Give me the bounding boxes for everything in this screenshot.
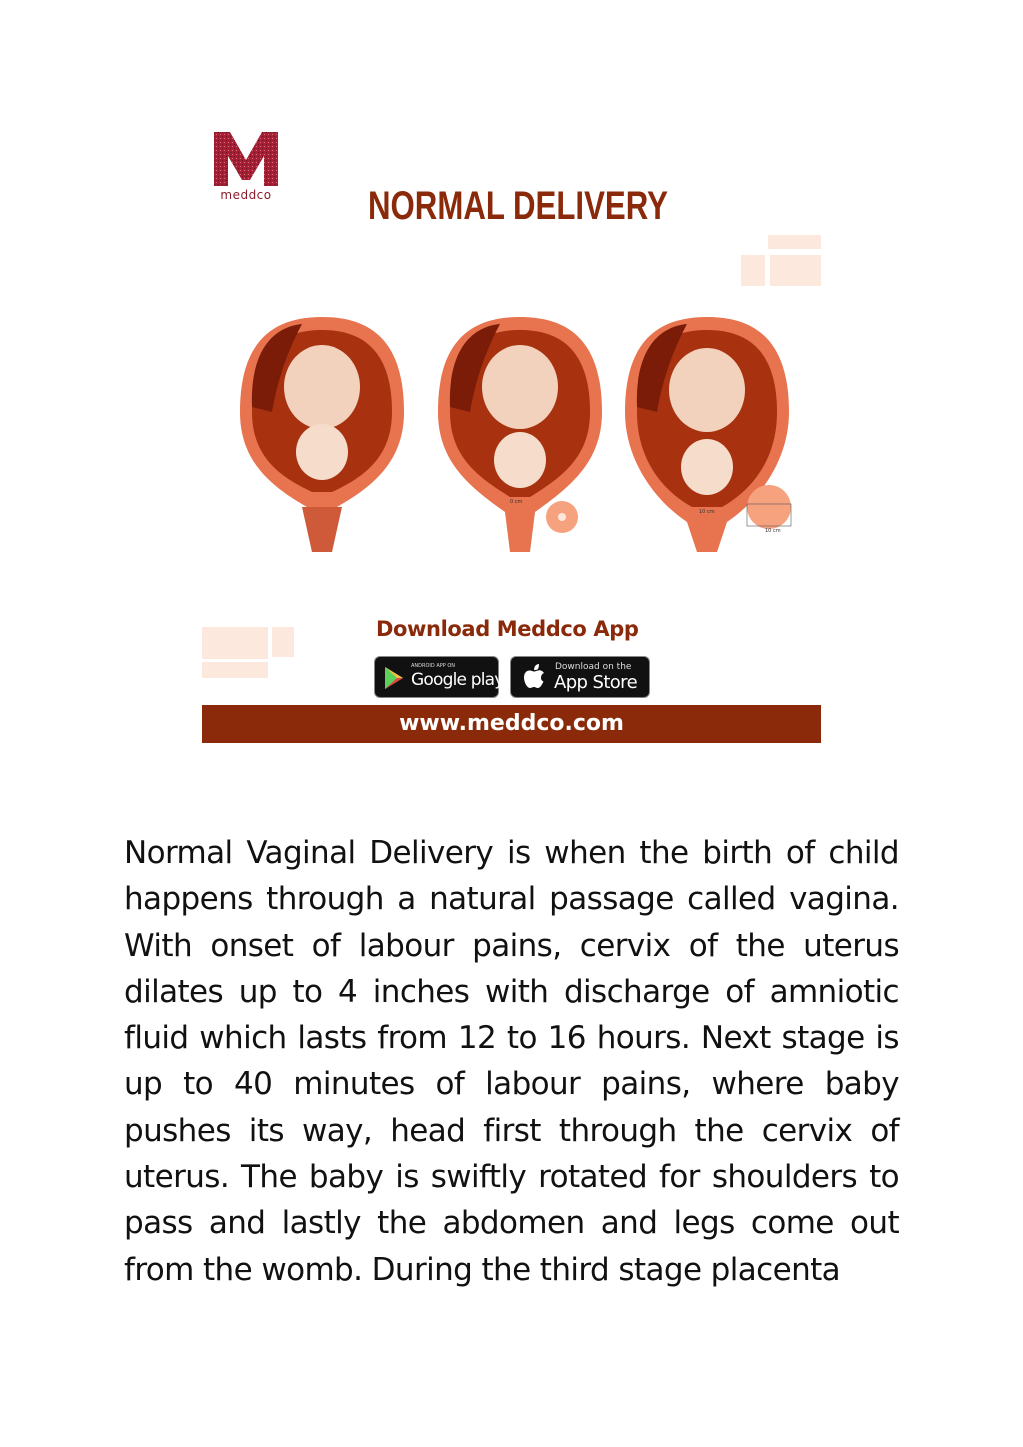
- decorative-block: [741, 255, 765, 286]
- decorative-block: [768, 235, 821, 249]
- stage-3-uterus: [625, 317, 791, 552]
- website-url-banner[interactable]: www.meddco.com: [202, 705, 821, 743]
- stage-1-uterus: [240, 317, 404, 552]
- google-play-big-text: Google play: [411, 670, 504, 690]
- download-app-title: Download Meddco App: [376, 617, 639, 641]
- app-store-small-text: Download on the: [555, 662, 632, 672]
- poster-title: NORMAL DELIVERY: [368, 184, 668, 228]
- logo-name: meddco: [220, 188, 272, 202]
- decorative-block: [272, 627, 294, 657]
- meddco-logo: [212, 130, 280, 202]
- google-play-small-text: ANDROID APP ON: [411, 663, 456, 669]
- article-paragraph: Normal Vaginal Delivery is when the birth of child happens through a natural passage called vagina. With onset of labour pains, cervix of the uterus dilates up to 4 inches with discharge of amniotic fluid which lasts from 12 to 16 hours. Next stage is up to 40 minutes of labour pains, where baby pushes its way, head first through the cervix of uterus. The baby is swiftly rotated for shoulders to pass and lastly the abdomen and legs come out from the womb. During the third stage placenta: [124, 835, 899, 1288]
- play-store-icon: [383, 666, 405, 690]
- decorative-block: [770, 255, 821, 286]
- meddco-m-icon: [212, 130, 280, 188]
- app-store-button[interactable]: [510, 656, 650, 698]
- dilation-label: 10 cm: [765, 528, 781, 534]
- decorative-block: [202, 627, 268, 659]
- stage-2-uterus: [438, 317, 602, 552]
- app-store-big-text: App Store: [554, 672, 638, 693]
- labour-stages-illustration: [232, 312, 802, 562]
- google-play-button[interactable]: [374, 656, 504, 698]
- apple-icon: [523, 664, 545, 690]
- dilation-label: 0 cm: [510, 499, 523, 505]
- dilation-label: 10 cm: [699, 509, 715, 515]
- decorative-block: [202, 662, 268, 678]
